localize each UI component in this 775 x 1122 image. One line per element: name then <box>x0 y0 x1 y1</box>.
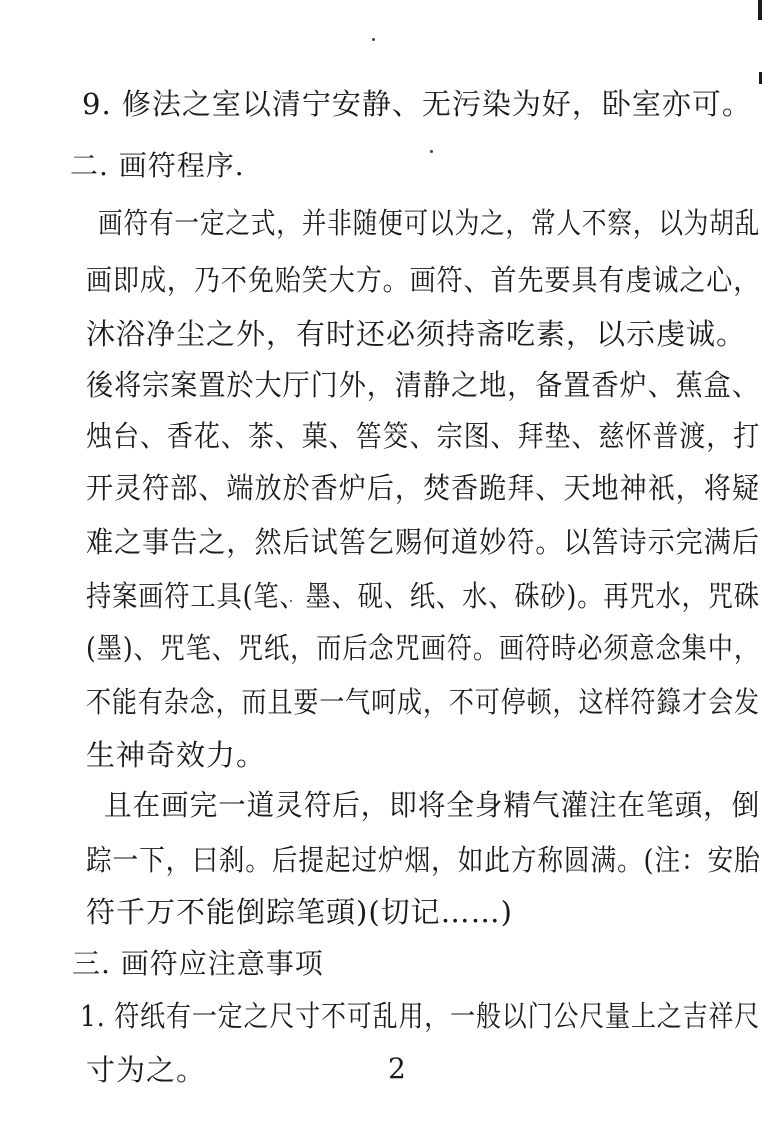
paragraph-line: 画即成，乃不免贻笑大方。画符、首先要具有虔诚之心， <box>86 263 761 297</box>
section-heading-drawing-procedure: 二. 画符程序. <box>70 149 245 182</box>
paragraph-line: 寸为之。 <box>86 1053 207 1087</box>
paragraph-line: 不能有杂念，而且要一气呵成，不可停顿，这样符籙才会发 <box>86 685 760 719</box>
paragraph-line: 符千万不能倒踪笔頭)(切记……) <box>86 895 513 929</box>
scan-speck <box>430 150 433 153</box>
paragraph-line: 沐浴净尘之外，有时还必须持斋吃素，以示虔诚。 <box>86 317 747 351</box>
paragraph-line: 难之事告之，然后试筶乞赐何道妙符。以筶诗示完满后 <box>86 525 760 559</box>
text-line-item-1: 1. 符纸有一定之尺寸不可乱用，一般以门公尺量上之吉祥尺 <box>80 999 761 1033</box>
section-heading-precautions: 三. 画符应注意事项 <box>72 947 324 980</box>
paragraph-line: 持案画符工具(笔、墨、砚、纸、水、硃砂)。再咒水，咒硃 <box>86 579 760 613</box>
paragraph-line: 画符有一定之式，并非随便可以为之，常人不察，以为胡乱 <box>98 206 761 240</box>
paragraph-line: 且在画完一道灵符后，即将全身精气灌注在笔頭，倒 <box>104 788 761 822</box>
scan-speck <box>372 38 375 41</box>
paragraph-line: 踪一下，曰刹。后提起过炉烟，如此方称圆满。(注：安胎 <box>86 843 761 877</box>
scan-edge-mark <box>759 72 762 84</box>
paragraph-line: 烛台、香花、茶、菓、筶筊、宗图、拜垫、慈怀普渡，打 <box>86 419 761 453</box>
paragraph-line: 生神奇效力。 <box>86 738 267 772</box>
page-number: 2 <box>388 1052 406 1085</box>
scan-edge-mark <box>758 0 762 20</box>
paragraph-line: 後将宗案置於大厅门外，清静之地，备置香炉、蕉盒、 <box>86 368 760 402</box>
paragraph-line: (墨)、咒笔、咒纸，而后念咒画符。画符時必须意念集中， <box>86 631 760 665</box>
text-line-item-9: 9. 修法之室以清宁安静、无污染为好，卧室亦可。 <box>82 87 752 121</box>
paragraph-line: 开灵符部、端放於香炉后，焚香跪拜、天地神祇，将疑 <box>86 471 760 505</box>
